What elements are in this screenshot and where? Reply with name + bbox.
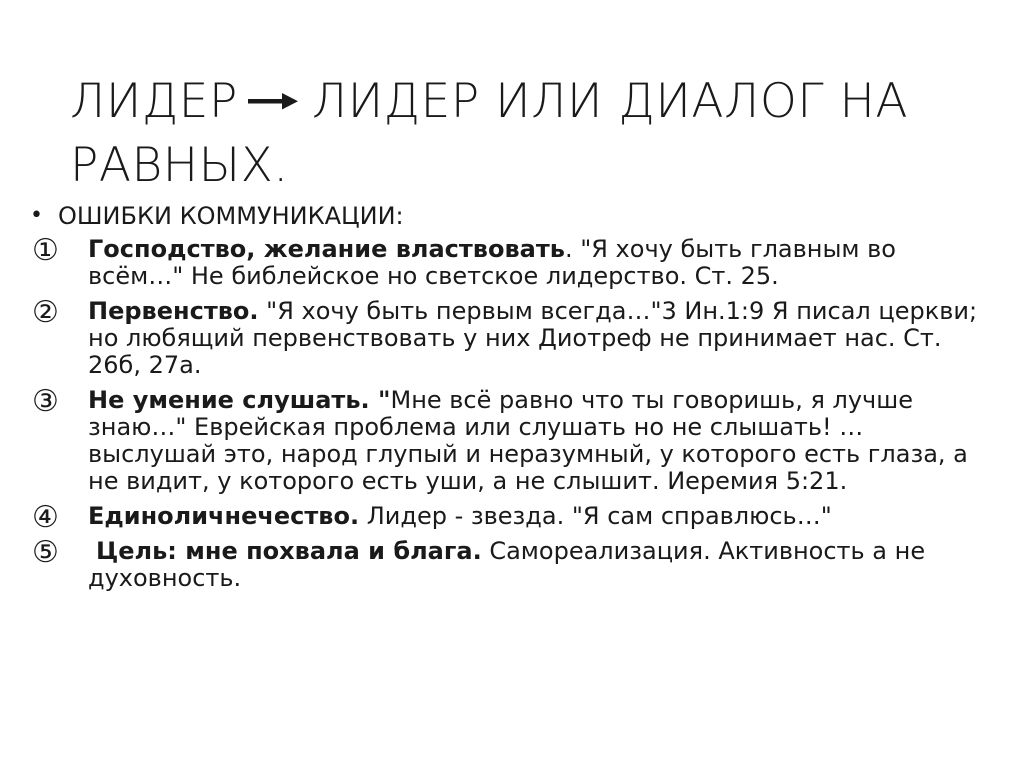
title-part-1: ЛИДЕР — [70, 74, 238, 129]
list-item-4 — [30, 500, 990, 535]
number-1-icon: ① — [32, 233, 59, 268]
item-5-bold: Цель: мне похвала и блага. — [96, 537, 482, 565]
item-2-text: "Я хочу быть первым всегда…"3 Ин.1:9 Я писал церкви; но любящий первенствовать у них Диотреф не принимает нас. Ст. 26б, 27а. — [88, 297, 978, 379]
section-heading-text: ОШИБКИ КОММУНИКАЦИИ: — [58, 202, 404, 230]
right-arrow-icon — [248, 91, 298, 111]
list-item-5 — [30, 535, 990, 592]
list-item-2 — [30, 295, 990, 379]
slide-title — [70, 70, 970, 198]
bullet-icon: • — [30, 203, 43, 228]
item-1-bold: Господство, желание властвовать — [88, 235, 565, 263]
title-part-2: ЛИДЕР ИЛИ ДИАЛОГ НА РАВНЫХ. — [70, 74, 908, 193]
item-3-text: Мне всё равно что ты говоришь, я лучше знаю…" Еврейская проблема или слушать но не слышать! …выслушай это, народ глупый и неразумный, у которого есть глаза, а не видит, у которого есть уши, а не слышит. Иеремия 5:21. — [88, 386, 968, 495]
item-4-text: Лидер - звезда. "Я сам справлюсь…" — [359, 502, 832, 530]
item-3-bold: Не умение слушать. " — [88, 386, 391, 414]
item-1-text: . "Я хочу быть главным во всём…" Не библейское но светское лидерство. Ст. 25. — [88, 235, 896, 290]
item-2-bold: Первенство. — [88, 297, 259, 325]
number-4-icon: ④ — [32, 500, 59, 535]
section-heading — [30, 200, 990, 232]
number-3-icon: ③ — [32, 384, 59, 419]
item-4-bold: Единоличнечество. — [88, 502, 360, 530]
list-item-1 — [30, 233, 990, 290]
list-item-3 — [30, 384, 990, 495]
item-5-text: Самореализация. Активность а не духовность. — [88, 537, 926, 592]
number-5-icon: ⑤ — [32, 535, 59, 570]
slide-content — [30, 200, 990, 600]
number-2-icon: ② — [32, 295, 59, 330]
